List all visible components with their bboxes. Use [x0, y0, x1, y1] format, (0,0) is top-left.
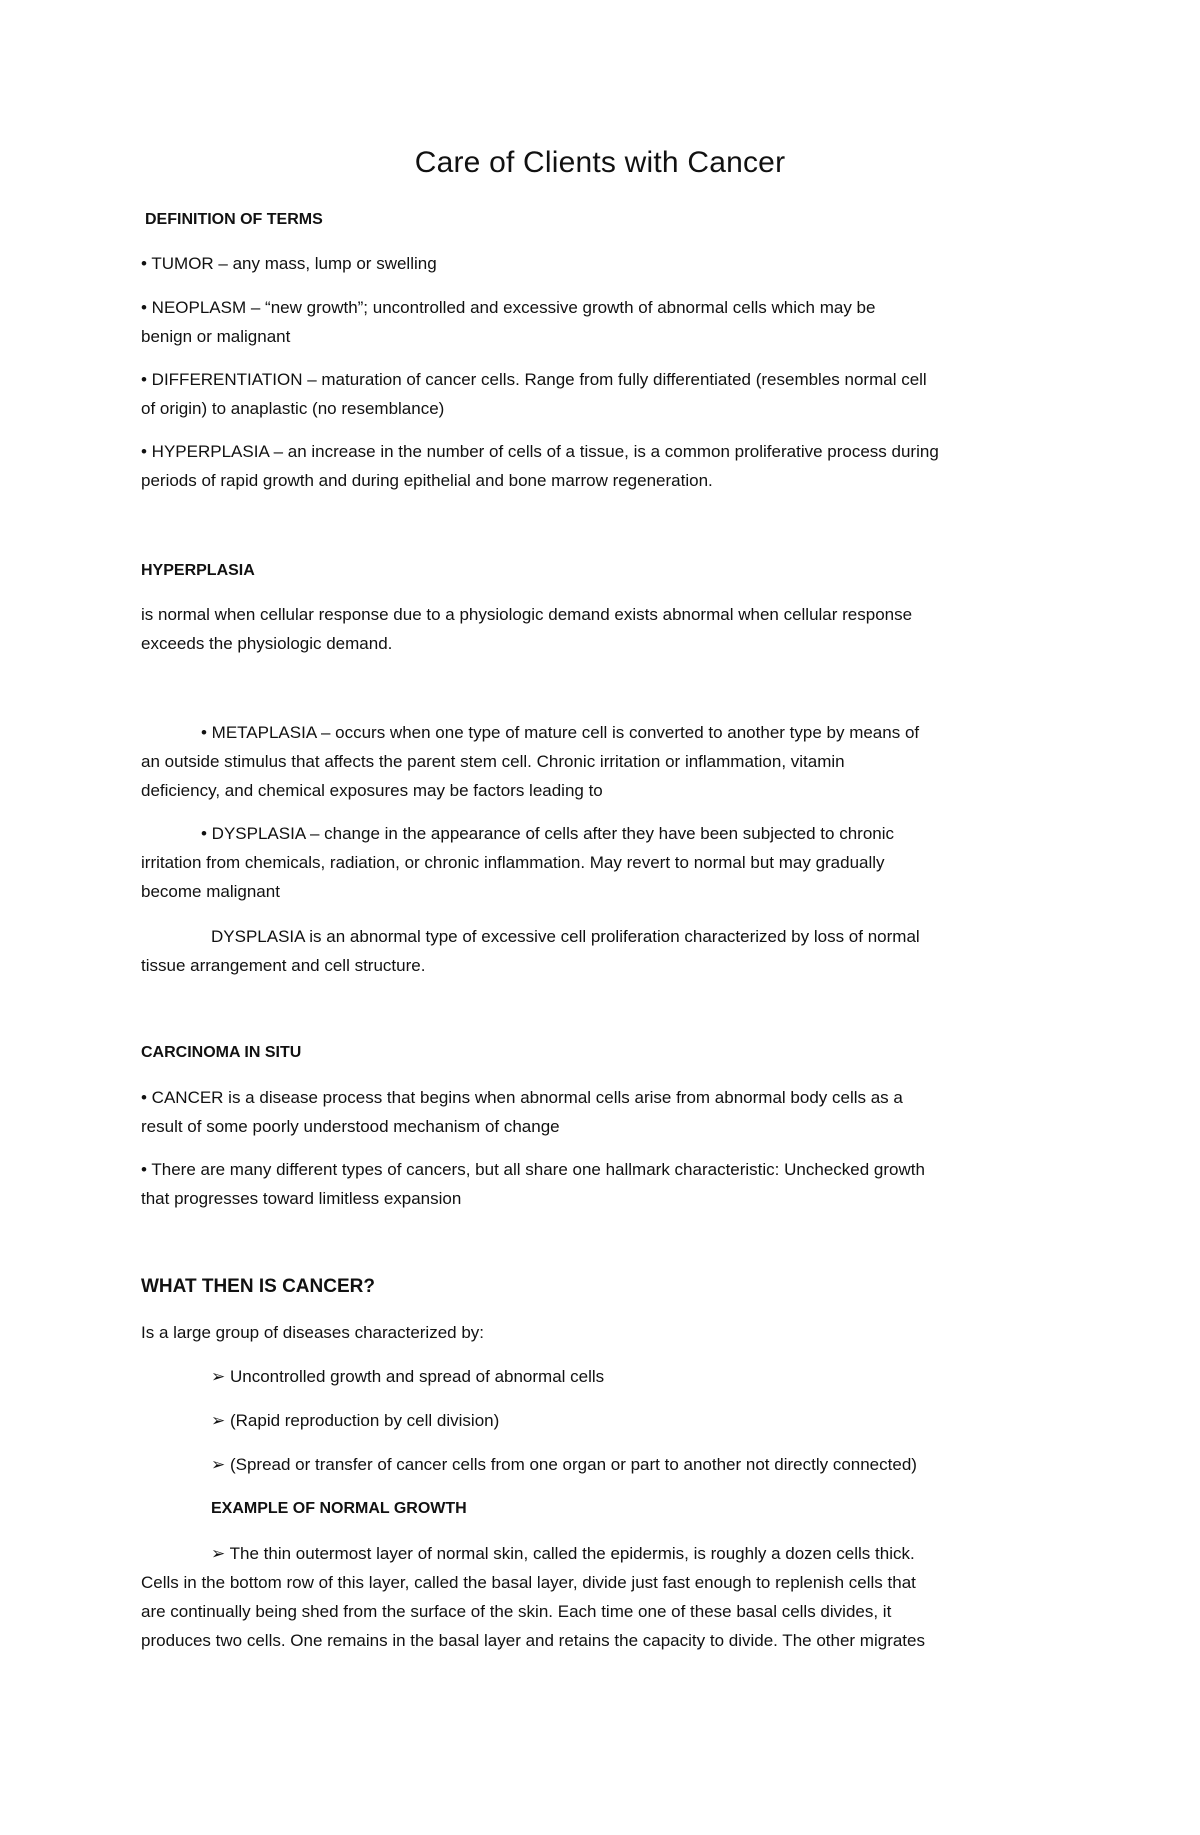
- dysplasia-item-line-2: irritation from chemicals, radiation, or chronic inflammation. May revert to normal but may gradually: [141, 853, 885, 872]
- metaplasia-item-line-3: deficiency, and chemical exposures may be factors leading to: [141, 781, 603, 800]
- hyperplasia-item-line-2: periods of rapid growth and during epithelial and bone marrow regeneration.: [141, 471, 713, 490]
- what-is-cancer-heading: WHAT THEN IS CANCER?: [141, 1276, 375, 1297]
- metaplasia-item-line-1: • METAPLASIA – occurs when one type of mature cell is converted to another type by means of: [201, 723, 920, 742]
- example-paragraph-line-3: are continually being shed from the surface of the skin. Each time one of these basal cells divides, it: [141, 1602, 892, 1621]
- types-item-line-1: • There are many different types of cancers, but all share one hallmark characteristic: Unchecked growth: [141, 1160, 925, 1179]
- hyperplasia-item-line-1: • HYPERPLASIA – an increase in the number of cells of a tissue, is a common proliferative process during: [141, 442, 939, 461]
- cancer-item-line-2: result of some poorly understood mechanism of change: [141, 1117, 560, 1136]
- cancer-item-line-1: • CANCER is a disease process that begins when abnormal cells arise from abnormal body cells as a: [141, 1088, 903, 1107]
- example-paragraph-line-2: Cells in the bottom row of this layer, called the basal layer, divide just fast enough to replenish cells that: [141, 1573, 916, 1592]
- neoplasm-item-line-2: benign or malignant: [141, 327, 291, 346]
- dysplasia-item-line-3: become malignant: [141, 882, 280, 901]
- definition-heading: DEFINITION OF TERMS: [145, 211, 323, 228]
- differentiation-item-line-1: • DIFFERENTIATION – maturation of cancer cells. Range from fully differentiated (resembles normal cell: [141, 370, 927, 389]
- characteristic-item-3: ➢ (Spread or transfer of cancer cells from one organ or part to another not directly connected): [211, 1455, 917, 1474]
- example-paragraph-line-1: ➢ The thin outermost layer of normal skin, called the epidermis, is roughly a dozen cells thick.: [211, 1544, 915, 1563]
- example-paragraph-line-4: produces two cells. One remains in the basal layer and retains the capacity to divide. The other migrates: [141, 1631, 925, 1650]
- dysplasia-paragraph-line-2: tissue arrangement and cell structure.: [141, 956, 426, 975]
- characteristic-item-1: ➢ Uncontrolled growth and spread of abnormal cells: [211, 1367, 605, 1386]
- types-item-line-2: that progresses toward limitless expansion: [141, 1189, 462, 1208]
- neoplasm-item-line-1: • NEOPLASM – “new growth”; uncontrolled and excessive growth of abnormal cells which may be: [141, 298, 876, 317]
- hyperplasia-paragraph-line-1: is normal when cellular response due to a physiologic demand exists abnormal when cellular response: [141, 605, 913, 624]
- example-heading: EXAMPLE OF NORMAL GROWTH: [211, 1500, 467, 1517]
- characteristic-item-2: ➢ (Rapid reproduction by cell division): [211, 1411, 500, 1430]
- dysplasia-paragraph-line-1: DYSPLASIA is an abnormal type of excessive cell proliferation characterized by loss of normal: [211, 927, 920, 946]
- dysplasia-item-line-1: • DYSPLASIA – change in the appearance of cells after they have been subjected to chronic: [201, 824, 895, 843]
- carcinoma-heading: CARCINOMA IN SITU: [141, 1044, 302, 1061]
- document-title: Care of Clients with Cancer: [414, 146, 786, 179]
- differentiation-item-line-2: of origin) to anaplastic (no resemblance): [141, 399, 445, 418]
- hyperplasia-heading: HYPERPLASIA: [141, 562, 255, 579]
- hyperplasia-paragraph-line-2: exceeds the physiologic demand.: [141, 634, 393, 653]
- what-is-cancer-intro: Is a large group of diseases characterized by:: [141, 1323, 485, 1342]
- tumor-item: • TUMOR – any mass, lump or swelling: [141, 254, 437, 273]
- metaplasia-item-line-2: an outside stimulus that affects the parent stem cell. Chronic irritation or inflammation, vitamin: [141, 752, 845, 771]
